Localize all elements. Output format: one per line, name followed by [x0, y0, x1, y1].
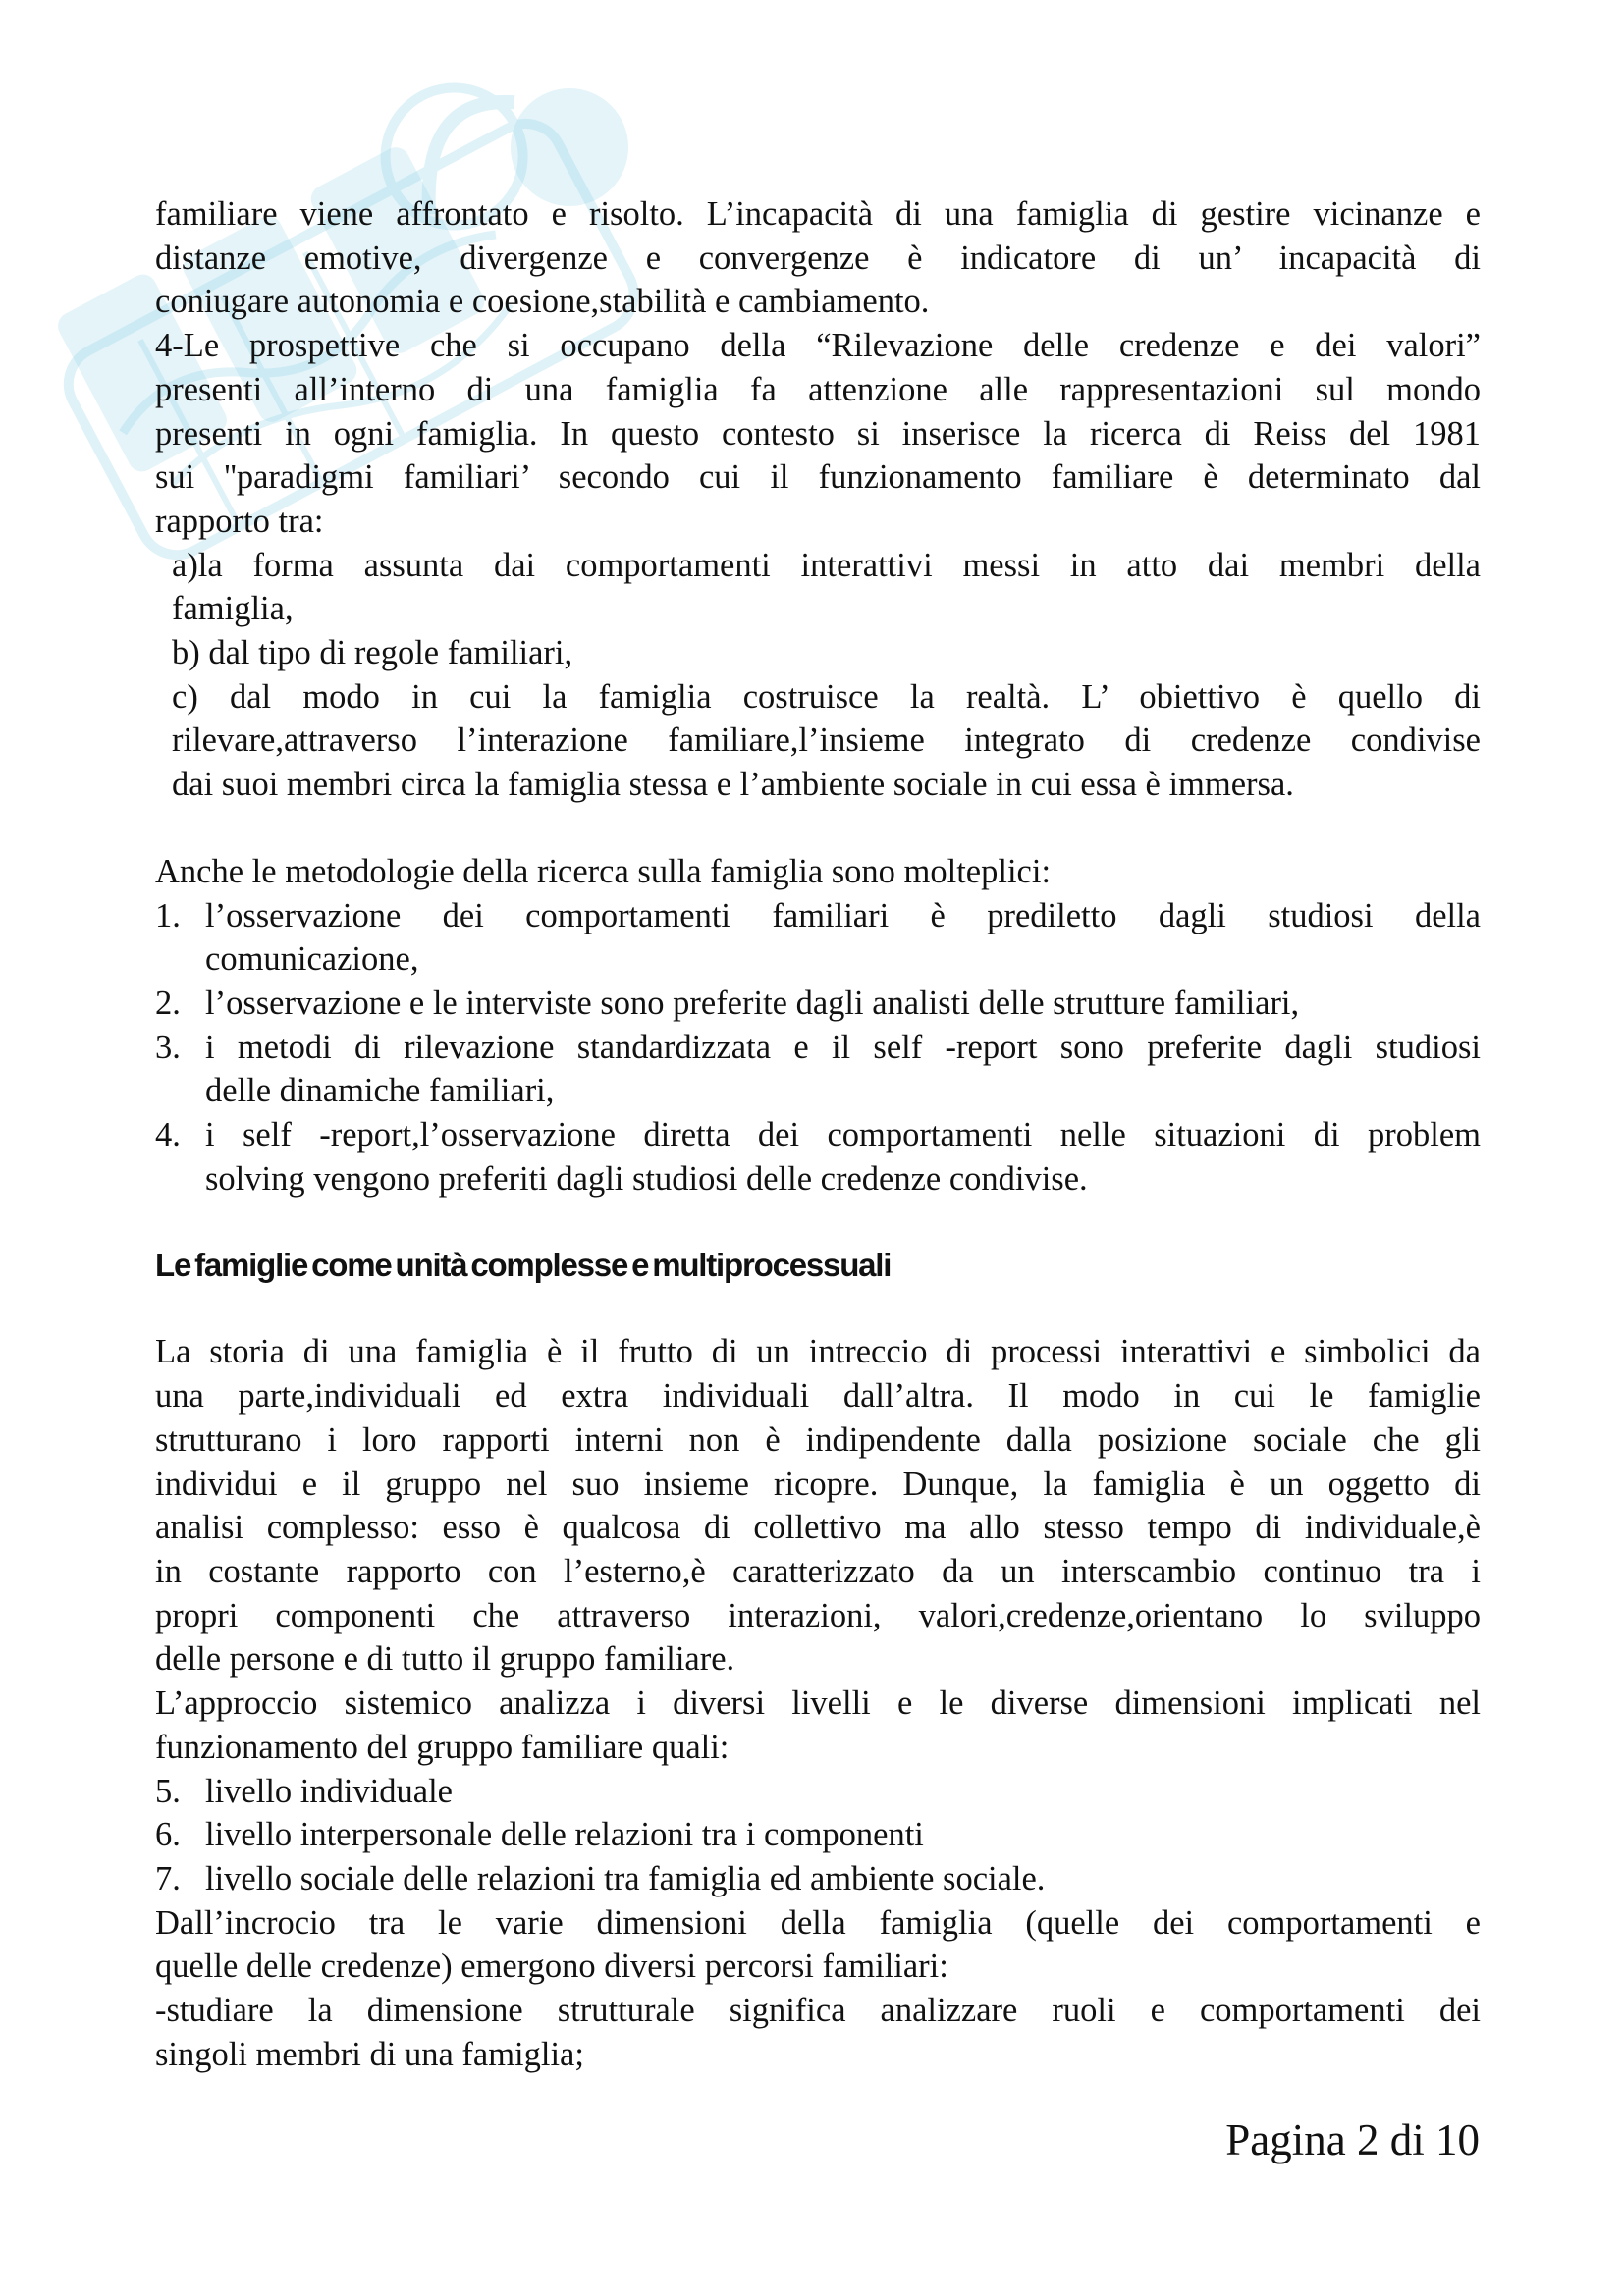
text-line: i self -report,l’osservazione diretta dei comportamenti nelle situazioni di problem	[205, 1116, 1481, 1154]
text-line: propri componenti che attraverso interazioni, valori,credenze,orientano lo sviluppo	[155, 1596, 1481, 1634]
text-line: in costante rapporto con l’esterno,è caratterizzato da un interscambio continuo tra i	[155, 1552, 1481, 1590]
text-line: presenti in ogni famiglia. In questo contesto si inserisce la ricerca di Reiss del 1981	[155, 414, 1481, 453]
spacer	[155, 1287, 1481, 1330]
text-line: sui ''paradigmi familiari’ secondo cui il funzionamento familiare è determinato dal	[155, 458, 1481, 497]
spacer	[155, 1201, 1481, 1244]
text-line: famiglia,	[172, 590, 294, 628]
list-number: 7.	[155, 1859, 181, 1897]
list-item	[155, 982, 1481, 1026]
reiss-item-c	[172, 675, 1481, 807]
list-item	[155, 894, 1481, 982]
text-line: dai suoi membri circa la famiglia stessa e l’ambiente sociale in cui essa è immersa.	[172, 766, 1294, 804]
text-line: l’osservazione dei comportamenti familiari è prediletto dagli studiosi della	[205, 896, 1481, 934]
reiss-items	[155, 544, 1481, 807]
page-number: Pagina 2 di 10	[1225, 2115, 1480, 2164]
spacer	[155, 807, 1481, 850]
paragraph-approccio-sistemico	[155, 1682, 1481, 1769]
paragraph-distanze-emotive	[155, 192, 1481, 324]
text-line: i metodi di rilevazione standardizzata e il self -report sono preferite dagli studiosi	[205, 1028, 1481, 1066]
levels-list	[155, 1770, 1481, 1901]
text-line: rapporto tra:	[155, 502, 324, 540]
text-line: -studiare la dimensione strutturale significa analizzare ruoli e comportamenti dei	[155, 1992, 1481, 2030]
text-line: livello individuale	[205, 1772, 453, 1810]
text-line: coniugare autonomia e coesione,stabilità e cambiamento.	[155, 283, 930, 321]
paragraph-dimensione-strutturale	[155, 1989, 1481, 2076]
paragraph-credenze-valori	[155, 324, 1481, 544]
text-line: c) dal modo in cui la famiglia costruisce la realtà. L’ obiettivo è quello di	[172, 677, 1481, 716]
text-line: funzionamento del gruppo familiare quali:	[155, 1728, 730, 1766]
text-line: b) dal tipo di regole familiari,	[172, 634, 573, 672]
text-line: analisi complesso: esso è qualcosa di collettivo ma allo stesso tempo di individuale,è	[155, 1509, 1481, 1547]
text-line: 4-Le prospettive che si occupano della “Rilevazione delle credenze e dei valori”	[155, 327, 1481, 365]
text-line: una parte,individuali ed extra individuali dall’altra. Il modo in cui le famiglie	[155, 1377, 1481, 1415]
list-number: 2.	[155, 984, 181, 1022]
list-number: 5.	[155, 1772, 181, 1810]
methods-list	[155, 894, 1481, 1201]
text-line: a)la forma assunta dai comportamenti interattivi messi in atto dai membri della	[172, 546, 1481, 584]
text-line: delle persone e di tutto il gruppo familiare.	[155, 1640, 735, 1679]
paragraph-storia-famiglia	[155, 1330, 1481, 1682]
text-line: comunicazione,	[205, 940, 419, 979]
text-line: livello sociale delle relazioni tra famiglia ed ambiente sociale.	[205, 1859, 1046, 1897]
list-number: 4.	[155, 1116, 181, 1154]
section-heading: Le famiglie come unità complesse e multiprocessuali	[155, 1247, 892, 1284]
text-line: presenti all’interno di una famiglia fa attenzione alle rappresentazioni sul mondo	[155, 370, 1481, 408]
text-line: La storia di una famiglia è il frutto di un intreccio di processi interattivi e simbolici da	[155, 1333, 1481, 1371]
text-line: strutturano i loro rapporti interni non è indipendente dalla posizione sociale che gli	[155, 1420, 1481, 1459]
text-line: delle dinamiche familiari,	[205, 1072, 555, 1110]
page-body	[155, 192, 1481, 2076]
text-line: l’osservazione e le interviste sono preferite dagli analisti delle strutture familiari,	[205, 984, 1300, 1022]
text-line: singoli membri di una famiglia;	[155, 2035, 584, 2073]
list-item	[155, 1770, 1481, 1814]
list-item	[155, 1857, 1481, 1901]
text-line: quelle delle credenze) emergono diversi percorsi familiari:	[155, 1948, 948, 1986]
list-number: 6.	[155, 1816, 181, 1854]
reiss-item-b	[172, 631, 1481, 675]
text-line: rilevare,attraverso l’interazione familiare,l’insieme integrato di credenze condivise	[172, 721, 1481, 760]
list-item	[155, 1813, 1481, 1857]
text-line: livello interpersonale delle relazioni tra i componenti	[205, 1816, 924, 1854]
text-line: solving vengono preferiti dagli studiosi delle credenze condivise.	[205, 1159, 1088, 1198]
paragraph-incrocio	[155, 1901, 1481, 1989]
list-item	[155, 1026, 1481, 1113]
text-line: Dall’incrocio tra le varie dimensioni della famiglia (quelle dei comportamenti e	[155, 1903, 1481, 1942]
text-line: familiare viene affrontato e risolto. L’incapacità di una famiglia di gestire vicinanze e	[155, 195, 1481, 233]
text-line: L’approccio sistemico analizza i diversi livelli e le diverse dimensioni implicati nel	[155, 1684, 1481, 1723]
list-number: 1.	[155, 896, 181, 934]
methods-intro: Anche le metodologie della ricerca sulla famiglia sono molteplici:	[155, 852, 1052, 890]
list-number: 3.	[155, 1028, 181, 1066]
reiss-item-a	[172, 544, 1481, 631]
text-line: individui e il gruppo nel suo insieme ricopre. Dunque, la famiglia è un oggetto di	[155, 1465, 1481, 1503]
list-item	[155, 1113, 1481, 1201]
text-line: distanze emotive, divergenze e convergenze è indicatore di un’ incapacità di	[155, 239, 1481, 277]
